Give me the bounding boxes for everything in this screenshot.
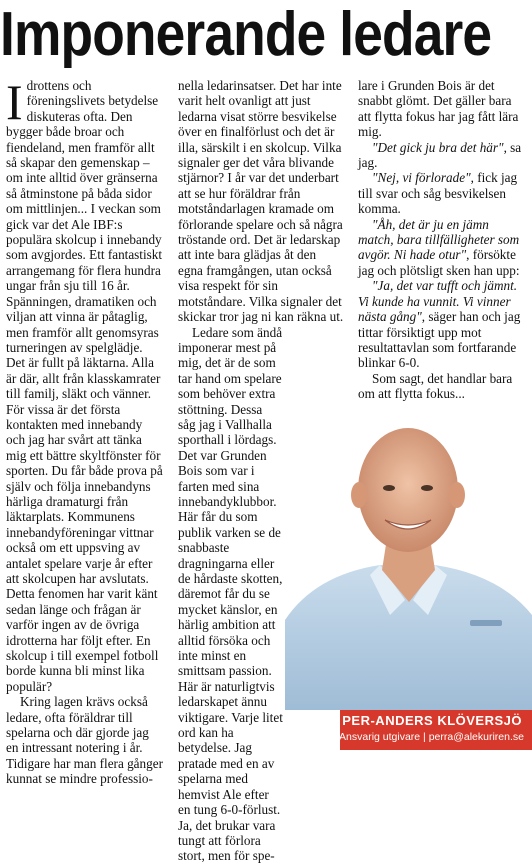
eye xyxy=(383,485,395,491)
shirt-logo xyxy=(470,620,502,626)
quote-tail: , försökte jag och plötsligt sken han upp: xyxy=(358,247,520,278)
ear xyxy=(351,482,367,508)
head xyxy=(358,428,458,552)
byline-box xyxy=(340,710,532,750)
quote-paragraph xyxy=(358,140,526,171)
paragraph: Ledare som ändå imponerar mest på mig, det är de som tar hand om spelare som behöver extra stöttning. Dessa såg jag i Vallhalla sporthall i lördags. Det var Grunden Bois som var i farten med sina innebandyklubbor. Här får du som publik varken se de snabbaste dragningarna eller de hårdaste skotten, däremot får du se mycket känslor, en härlig ambition att alltid försöka och inte minst en smittsam passion. Här är naturligtvis ledarskapet ännu viktigare. Varje litet ord kan ha betydelse. Jag pratade med en av spelarna med hemvist Ale efter en tung 6-0-förlust. Ja, det brukar vara tungt att förlora stort, men för spe- xyxy=(178,324,283,864)
paragraph: Kring lagen krävs också ledare, ofta föräldrar till spelarna och där gjorde jag en intressant notering i år. Tidigare har man flera gånger kunnat se mindre professio- xyxy=(6,694,163,787)
author-name: PER-ANDERS KLÖVERSJÖ xyxy=(342,713,522,728)
quote: "Det gick ju bra det här" xyxy=(372,139,504,155)
column-1 xyxy=(6,74,164,787)
paragraph: lare i Grunden Bois är det snabbt glömt. Det gäller bara att flytta fokus har jag fått lära mig. xyxy=(358,78,519,140)
quote-paragraph xyxy=(358,170,526,216)
quote-tail: , sa jag. xyxy=(358,139,522,171)
quote-tail: , säger han och jag tittar försiktigt upp mot resultattavlan som fortfarande blinkar 6-0. xyxy=(358,309,521,371)
column-3 xyxy=(358,78,526,402)
headline: Imponerande ledare xyxy=(0,0,492,69)
quote-paragraph xyxy=(358,217,526,279)
drop-cap: I xyxy=(6,74,23,130)
quote-tail: , fick jag till svar och såg besvikelsen komma. xyxy=(358,170,518,217)
author-role: Ansvarig utgivare | perra@alekuriren.se xyxy=(339,731,524,743)
quote-paragraph xyxy=(358,278,526,370)
quote: "Nej, vi förlorade" xyxy=(372,170,471,186)
ear xyxy=(449,482,465,508)
paragraph-text: drottens och föreningslivets betydelse diskuteras ofta. Den bygger både broar och fiendeland, men framför allt så skapar den gemenskap – om inte alltid över gränserna så åtminstone på båda sidor om mittlinjen... I veckan som gick var det Ale IBF:s populära skolcup i innebandy som avgjordes. Ett fantastiskt arrangemang för flera hundra ungar från sju till 16 år. Spänningen, dramatiken och viljan att vinna är påtaglig, men framför allt genomsyras turneringen av spelglädje. Det är fullt på läktarna. Alla är där, allt från klasskamrater till familj, släkt och vänner. För vissa är det första kontakten med innebandy och jag har svårt att tänka mig ett bättre skyltfönster för sporten. Du får både prova på själv och följa innebandyns härliga dramaturgi från läktarplats. Kommunens innebandyföreningar vittnar också om ett uppsving av antalet spelare varje år efter att skolcupen har avslutats. Detta fenomen har varit känt sedan länge och frågan är varför ingen av de övriga idrotterna har följt efter. En skolcup i till exempel fotboll borde kunna bli minst lika populär? xyxy=(6,78,163,694)
paragraph xyxy=(6,74,164,694)
quote: "Ja, det var tufft och jämnt. Vi kunde ha vunnit. Vi vinner nästa gång" xyxy=(358,278,518,325)
paragraph: Som sagt, det handlar bara om att flytta fokus... xyxy=(358,370,513,402)
eye xyxy=(421,485,433,491)
author-photo xyxy=(285,410,532,710)
paragraph: nella ledarinsatser. Det har inte varit helt ovanligt att just ledarna visat större besvikelse över en finalförlust och det är illa, särskilt i en skolcup. Vilka signaler ger det våra blivande stjärnor? I år var det underbart att se hur föräldrar från motståndarlagen kramade om förlorande spelare och så några tröstande ord. Det är ledarskap att inte bara glädjas åt den egna framgången, utan också visa respekt för sin motståndare. Vilka signaler det skickar tror jag ni kan räkna ut. xyxy=(178,78,344,325)
quote: "Åh, det är ju en jämn match, bara tillfälligheter som avgör. Ni hade otur" xyxy=(358,216,520,263)
